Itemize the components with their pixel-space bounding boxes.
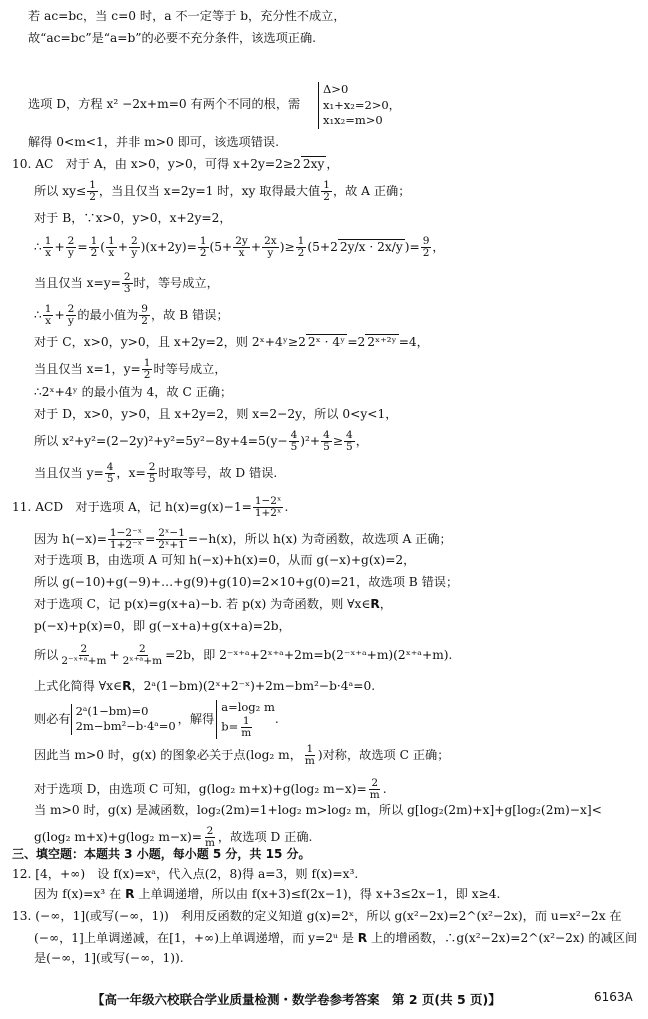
text-line: 对于 D，x>0，y>0，且 x+2y=2，则 x=2−2y，所以 0<y<1， [34, 407, 398, 421]
text: 10. AC 对于 A，由 x>0，y>0，可得 x+2y=2≥2 [12, 157, 301, 171]
text-line: 因此当 m>0 时，g(x) 的图象必关于点(log₂ m， $\frac{1}{m}$ )对称，故选项 C 正确； [34, 743, 450, 768]
equation-line: ∴ $\frac{1}{x}$ + $\frac{2}{y}$ = $\frac{1}{2}$ ( $\frac{1}{x}$ + $\frac{2}{y}$ )(x+2y)= $\frac{1}{2}$ (5+ $\frac{2y}{x}$ + $\frac{2x}{y}$ )≥ $\frac{1}{2}$ (5+2 2y/x · 2x/y )= $\frac{9}{2}$ ， [34, 235, 445, 260]
text-line: ∴2ˣ+4ʸ 的最小值为 4，故 C 正确； [34, 385, 233, 399]
text-line: 因为 h(−x)= $\frac{\text{1−2⁻ˣ}}{\text{1+2⁻ˣ}}$ = $\frac{\text{2ˣ−1}}{\text{2ˣ+1}}$ =−h(x)，所以 h(x) 为奇函数，故选项 A 正确； [34, 527, 452, 552]
text-line: 是(−∞，1](或写(−∞，1)). [34, 951, 184, 965]
text-line: 故“ac=bc”是“a=b”的必要不充分条件，该选项正确. [28, 31, 317, 45]
document-code: 6163A [594, 990, 633, 1004]
text-line: 对于选项 B，由选项 A 可知 h(−x)+h(x)=0，从而 g(−x)+g(x)=2， [34, 553, 416, 567]
answer-10 [12, 158, 339, 170]
text-line: p(−x)+p(x)=0，即 g(−x+a)+g(x+a)=2b， [34, 619, 291, 633]
radical: 2xy [302, 157, 325, 171]
text-line: 当且仅当 x=1，y= $\frac{1}{2}$ 时等号成立， [34, 357, 227, 382]
text-line: 对于 B，∵x>0，y>0，x+2y=2， [34, 211, 232, 225]
text-line: 所以 g(−10)+g(−9)+…+g(9)+g(10)=2×10+g(0)=21，故选项 B 错误； [34, 575, 459, 589]
text-line: 因为 f(x)=x³ 在 R 上单调递增，所以由 f(x+3)≤f(2x−1)，得 x+3≤2x−1，即 x≥4. [34, 887, 501, 901]
text-line: g(log₂ m+x)+g(log₂ m−x)= $\frac{2}{m}$ ，故选项 D 正确. [34, 825, 313, 850]
equation-line: 所以 x²+y²=(2−2y)²+y²=5y²−8y+4=5(y− $\frac{4}{5}$ )²+ $\frac{4}{5}$ ≥ $\frac{4}{5}$ ， [34, 429, 368, 454]
answer-12: 12. [4，+∞) 设 f(x)=xᵃ，代入点(2，8)得 a=3，则 f(x)=x³. [12, 867, 359, 881]
text: ， [326, 157, 339, 171]
equation-line: 所以 $\frac{2}{\text{2⁻ˣ⁺ᵃ+m}}$ + $\frac{2}{\text{2ˣ⁺ᵃ+m}}$ =2b，即 2⁻ˣ⁺ᵃ+2ˣ⁺ᵃ+2m=b(2⁻ˣ⁺ᵃ+m)(2ˣ⁺ᵃ+m). [34, 643, 453, 668]
text-line: 当且仅当 y= $\frac{4}{5}$ ，x= $\frac{2}{5}$ 时取等号，故 D 错误. [34, 461, 278, 486]
text-line: 若 ac=bc，当 c=0 时，a 不一定等于 b，充分性不成立， [28, 9, 346, 23]
text-line: 选项 D，方程 x² −2x+m=0 有两个不同的根，需 [28, 97, 301, 111]
condition: x₁+x₂=2>0， [323, 97, 401, 112]
condition-system [318, 82, 400, 129]
text-line: 解得 0<m<1，并非 m>0 即可，该选项错误. [28, 135, 279, 149]
text-line: (−∞，1]上单调递减，在[1，+∞)上单调递增，而 y=2ᵘ 是 R 上的增函数，∴g(x²−2x)=2^(x²−2x) 的减区间 [34, 931, 638, 945]
text-line: 所以 xy≤ $\frac{1}{2}$ ，当且仅当 x=2y=1 时，xy 取得最大值 $\frac{1}{2}$ ，故 A 正确； [34, 179, 411, 204]
answer-13: 13. (−∞，1](或写(−∞，1)) 利用反函数的定义知道 g(x)=2ˣ，所以 g(x²−2x)=2^(x²−2x)，而 u=x²−2x 在 [12, 909, 622, 923]
condition: Δ>0 [323, 82, 349, 96]
text-line: 当且仅当 x=y= $\frac{2}{3}$ 时，等号成立， [34, 271, 219, 296]
text-line: 对于选项 C，记 p(x)=g(x+a)−b. 若 p(x) 为奇函数，则 ∀x∈R， [34, 597, 392, 611]
text-line: ∴ $\frac{1}{x}$ + $\frac{2}{y}$ 的最小值为 $\frac{9}{2}$ ，故 B 错误； [34, 303, 229, 328]
condition: x₁x₂=m>0 [323, 113, 383, 128]
answer-11: 11. ACD 对于选项 A，记 h(x)=g(x)−1= $\frac{\text{1−2ˣ}}{\text{1+2ˣ}}$ . [12, 495, 289, 520]
text-line: 对于 C，x>0，y>0，且 x+2y=2，则 2ˣ+4ʸ≥2 2ˣ · 4ʸ =2 2ˣ⁺²ʸ =4， [34, 335, 429, 349]
text-line: 上式化简得 ∀x∈R，2ᵃ(1−bm)(2ˣ+2⁻ˣ)+2m−bm²−b·4ᵃ=0. [34, 679, 376, 693]
text-line: 对于选项 D，由选项 C 可知，g(log₂ m+x)+g(log₂ m−x)= $\frac{2}{m}$ . [34, 777, 387, 802]
page-footer: 【高一年级六校联合学业质量检测・数学卷参考答案 第 2 页(共 5 页)】 [92, 992, 501, 1007]
equation-line: 则必有 2ᵃ(1−bm)=0 2m−bm²−b·4ᵃ=0 ，解得 a=log₂ m b= $\frac{1}{m}$ . [34, 700, 279, 739]
text-line: 当 m>0 时，g(x) 是减函数，log₂(2m)=1+log₂ m>log₂ m，所以 g[log₂(2m)+x]+g[log₂(2m)−x]< [34, 803, 602, 817]
section-heading: 三、填空题：本题共 3 小题，每小题 5 分，共 15 分。 [12, 847, 311, 861]
